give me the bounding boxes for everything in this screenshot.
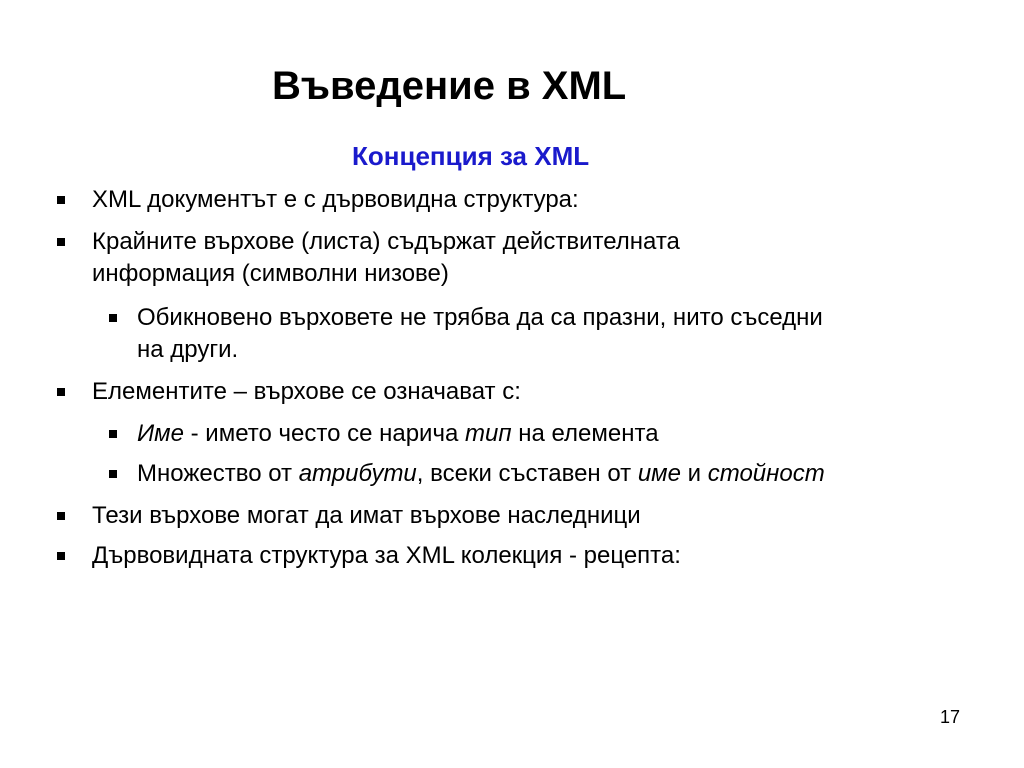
bullet-text: XML документът е с дървовидна структура: — [92, 186, 579, 213]
slide-subtitle: Концепция за XML — [352, 141, 590, 171]
bullet-text-line: Обикновено върховете не трябва да са празни, нито съседни — [137, 304, 823, 331]
bullet-text-line: Крайните върхове (листа) съдържат действителната — [92, 228, 680, 255]
square-bullet-icon — [57, 552, 65, 560]
square-bullet-icon — [57, 196, 65, 204]
bullet-text: Тези върхове могат да имат върхове наследници — [92, 502, 641, 529]
emphasis-text: тип — [464, 420, 512, 447]
bullet-text: Елементите – върхове се означават с: — [92, 378, 521, 405]
square-bullet-icon — [109, 470, 117, 478]
bullet-text-line: информация (символни низове) — [92, 260, 449, 287]
slide-title: Въведение в XML — [272, 64, 627, 108]
page-number: 17 — [939, 707, 960, 727]
emphasis-text: име — [637, 460, 681, 487]
square-bullet-icon — [57, 238, 65, 246]
plain-text: , всеки съставен от — [416, 460, 638, 487]
emphasis-text: стойност — [707, 460, 825, 487]
emphasis-text: Име — [137, 420, 184, 447]
plain-text: Множество от — [137, 460, 299, 487]
bullet-text — [137, 418, 659, 450]
square-bullet-icon — [57, 388, 65, 396]
bullet-text: Дървовидната структура за XML колекция - рецепта: — [92, 542, 681, 569]
emphasis-text: атрибути — [298, 460, 417, 487]
plain-text: и — [680, 460, 708, 487]
plain-text: на елемента — [511, 420, 659, 447]
bullet-text-line: на други. — [137, 336, 239, 363]
square-bullet-icon — [109, 314, 117, 322]
plain-text: - името често се нарича — [183, 420, 465, 447]
square-bullet-icon — [57, 512, 65, 520]
square-bullet-icon — [109, 430, 117, 438]
bullet-text — [137, 458, 825, 490]
